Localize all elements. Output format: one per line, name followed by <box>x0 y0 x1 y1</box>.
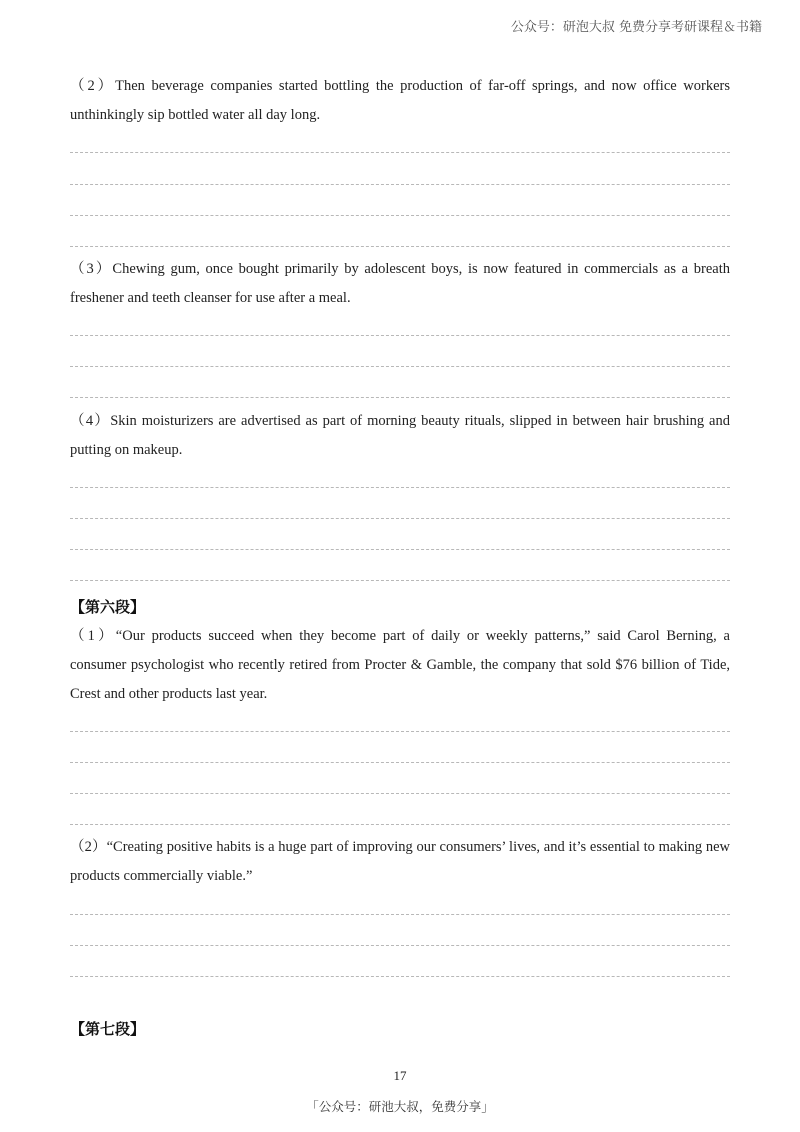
answer-line <box>70 335 730 336</box>
page-number: 17 <box>393 1068 407 1083</box>
header-note: 公众号：研泡大叔 免费分享考研课程＆书籍 <box>510 20 762 35</box>
answer-line <box>70 945 730 946</box>
answer-line <box>70 487 730 488</box>
answer-line <box>70 793 730 794</box>
answer-line <box>70 366 730 367</box>
answer-line <box>70 731 730 732</box>
answer-line <box>70 518 730 519</box>
answer-line <box>70 914 730 915</box>
sentence-paragraph: （4）Skin moisturizers are advertised as part of morning beauty rituals, slipped in between hair brushing and putting on makeup. <box>70 413 730 458</box>
section-heading-6: 【第六段】 <box>70 598 146 616</box>
answer-line <box>70 976 730 977</box>
sentence-paragraph: （2）“Creating positive habits is a huge part of improving our consumers’ lives, and it’s essential to making new products commercially viable.” <box>70 839 730 884</box>
answer-line <box>70 215 730 216</box>
answer-line <box>70 580 730 581</box>
sentence-paragraph: （2）Then beverage companies started bottling the production of far-off springs, and now office workers unthinkingly sip bottled water all day long. <box>70 78 730 123</box>
answer-line <box>70 549 730 550</box>
section-heading-7: 【第七段】 <box>70 1020 146 1038</box>
answer-line <box>70 246 730 247</box>
answer-line <box>70 184 730 185</box>
footer-note: 「公众号：研池大叔，免费分享」 <box>306 1099 494 1114</box>
answer-line <box>70 762 730 763</box>
answer-line <box>70 824 730 825</box>
answer-line <box>70 152 730 153</box>
sentence-paragraph: （1）“Our products succeed when they become part of daily or weekly patterns,” said Carol Berning, a consumer psychologist who recently retired from Procter & Gamble, the company that sold $76 billion of Tide, Crest and other products last year. <box>70 628 730 702</box>
answer-line <box>70 397 730 398</box>
sentence-paragraph: （3）Chewing gum, once bought primarily by adolescent boys, is now featured in commercials as a breath freshener and teeth cleanser for use after a meal. <box>70 261 730 306</box>
